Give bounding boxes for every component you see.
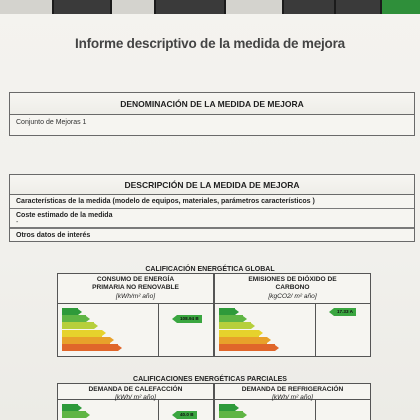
scale-divider [315,400,316,420]
rating-bar-e [62,337,114,344]
partial-rating-title: CALIFICACIONES ENERGÉTICAS PARCIALES [133,376,287,383]
rating-bar-c [62,322,98,329]
rating-bar-b [219,411,247,418]
refrigeracion-title: DEMANDA DE REFRIGERACIÓN [241,386,344,393]
scale-divider [315,304,316,356]
denominacion-header: DENOMINACIÓN DE LA MEDIDA DE MEJORA [10,93,414,115]
descripcion-header: DESCRIPCIÓN DE LA MEDIDA DE MEJORA [10,175,414,195]
rating-marker: 17.33 A [329,308,356,316]
scale-divider [158,304,159,356]
rating-bar-a [62,308,82,315]
denominacion-section [9,92,415,136]
consumo-header [58,274,213,304]
rating-marker: 40.0 B [172,411,197,419]
report-title: Informe descriptivo de la medida de mejora [75,36,345,51]
coste-value: - [10,219,414,228]
rating-bar-c [219,322,255,329]
refrigeracion-header [215,384,370,400]
consumo-unit: [kWh/m² año] [115,292,156,300]
consumo-title-line2: PRIMARIA NO RENOVABLE [92,284,179,292]
caracteristicas-row: Características de la medida (modelo de equipos, materiales, parámetros característicos ) [10,195,414,209]
emisiones-unit: [kgCO2/ m² año] [268,292,317,300]
otros-row: Otros datos de interés [10,228,414,242]
rating-bar-f [62,344,122,351]
rating-bar-f [219,344,279,351]
denominacion-value: Conjunto de Mejoras 1 [16,119,87,126]
rating-bar-a [219,308,239,315]
global-rating-title: CALIFICACIÓN ENERGÉTICA GLOBAL [145,266,275,273]
rating-marker: 108.94 B [172,315,202,323]
rating-bar-d [219,330,263,337]
rating-bar-a [219,404,239,411]
coste-row: Coste estimado de la medida [16,212,113,219]
calefaccion-panel [57,383,214,420]
emisiones-header [215,274,370,304]
scale-divider [158,400,159,420]
calefaccion-scale [58,400,213,420]
rating-bar-a [62,404,82,411]
calefaccion-unit: [kWh/ m² año] [114,393,157,401]
emisiones-scale [215,304,370,356]
rating-bar-b [62,411,90,418]
consumo-scale [58,304,213,356]
descripcion-section [9,174,415,242]
emisiones-title-line1: EMISIONES DE DIÓXIDO DE [248,276,337,283]
emisiones-title-line2: CARBONO [275,284,310,292]
refrigeracion-scale [215,400,370,420]
rating-bar-d [62,330,106,337]
calefaccion-header [58,384,213,400]
consumo-title-line1: CONSUMO DE ENERGÍA [96,276,175,283]
refrigeracion-panel [214,383,371,420]
rating-bar-b [62,315,90,322]
calefaccion-title: DEMANDA DE CALEFACCIÓN [88,386,183,393]
previous-page-strip [0,0,420,14]
consumo-panel [57,273,214,357]
refrigeracion-unit: [kWh/ m² año] [271,393,314,401]
rating-bar-b [219,315,247,322]
emisiones-panel [214,273,371,357]
rating-bar-e [219,337,271,344]
